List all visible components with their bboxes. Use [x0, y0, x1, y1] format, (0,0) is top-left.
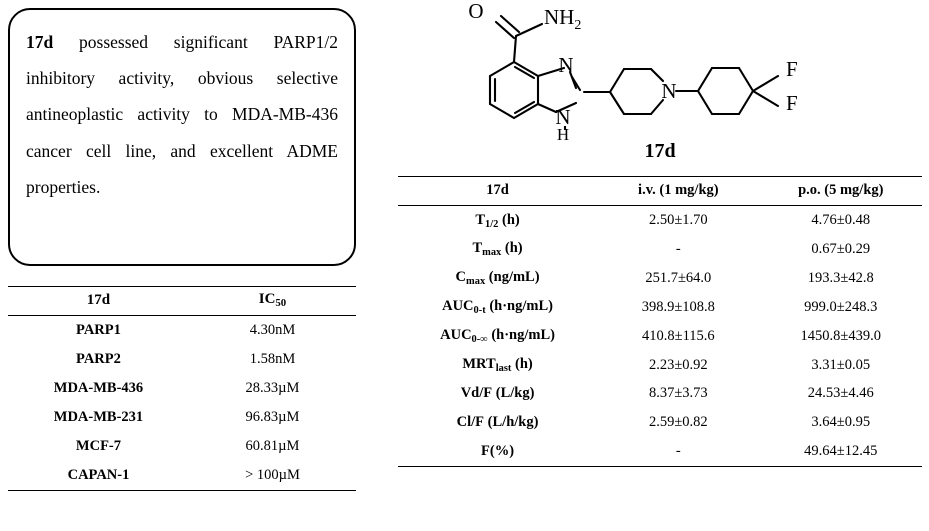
table-row	[8, 461, 356, 491]
pk-parameter	[398, 235, 597, 264]
table-row	[398, 437, 922, 466]
pk-value-iv: 398.9±108.8	[641, 298, 715, 315]
table-row	[398, 408, 922, 437]
left-column	[8, 8, 356, 491]
activity-header-ic50	[189, 287, 356, 316]
pk-value-po: 24.53±4.46	[807, 385, 874, 402]
table-row	[398, 206, 922, 235]
pk-value-po: 999.0±248.3	[804, 298, 878, 315]
activity-table-header-row	[8, 287, 356, 316]
table-row	[398, 235, 922, 264]
table-row	[398, 293, 922, 322]
activity-target: MDA-MB-436	[53, 380, 144, 397]
pk-param-tail: (h)	[501, 240, 523, 257]
activity-value: 96.83µM	[245, 409, 300, 426]
piperidine-n-label: N	[661, 79, 677, 103]
imidazole-nh-n-label: N	[555, 105, 571, 129]
table-row	[398, 322, 922, 351]
fluorine-label-2: F	[786, 91, 798, 115]
activity-target: PARP1	[76, 322, 121, 339]
pk-header-iv: i.v. (1 mg/kg)	[597, 177, 759, 206]
pk-value-po: 3.31±0.05	[811, 356, 871, 373]
activity-target: MDA-MB-231	[53, 409, 144, 426]
pk-value-iv: 2.59±0.82	[648, 414, 708, 431]
pk-value-iv: 410.8±115.6	[641, 327, 715, 344]
pk-value-iv: 2.50±1.70	[648, 211, 708, 228]
activity-value: 60.81µM	[245, 438, 300, 455]
table-row	[398, 380, 922, 409]
activity-header-compound: 17d	[8, 287, 189, 316]
table-row	[8, 374, 356, 403]
table-row	[8, 403, 356, 432]
imidazole-nh-h-label: H	[556, 125, 570, 144]
pk-param-base: AUC	[440, 327, 472, 344]
ic50-subscript: 50	[275, 297, 287, 310]
pk-param-base: MRT	[462, 356, 496, 373]
table-row	[398, 351, 922, 380]
amide-nh2-label: $NH_2$	[544, 5, 582, 33]
pk-param-tail: (L/h/kg)	[484, 413, 539, 430]
pk-param-tail: (h)	[498, 211, 520, 228]
pk-value-po: 193.3±42.8	[807, 269, 874, 286]
pk-value-po: 3.64±0.95	[811, 414, 871, 431]
pk-parameter	[398, 293, 597, 322]
pk-param-base: Vd/F	[460, 385, 493, 402]
pk-param-base: C	[455, 269, 467, 286]
ic50-base: IC	[258, 291, 276, 307]
pk-parameter	[398, 322, 597, 351]
pk-value-po: 1450.8±439.0	[800, 327, 881, 344]
pk-param-sub: 1/2	[485, 218, 499, 230]
activity-value: 1.58nM	[249, 351, 296, 368]
pk-param-base: Cl/F	[456, 413, 485, 430]
pk-param-tail: (ng/mL)	[485, 269, 540, 286]
pk-table-header-row	[398, 177, 922, 206]
pk-param-sub: 0-t	[473, 305, 486, 317]
pharmacokinetics-table	[398, 176, 922, 467]
pk-param-sub: last	[495, 363, 512, 375]
pk-param-sub: 0-∞	[471, 334, 488, 346]
pk-parameter	[398, 351, 597, 380]
table-row	[8, 316, 356, 346]
table-row	[8, 345, 356, 374]
pk-parameter	[398, 264, 597, 293]
pk-value-iv: 8.37±3.73	[648, 385, 708, 402]
table-row	[398, 264, 922, 293]
fluorine-label-1: F	[786, 57, 798, 81]
chemical-structure-area	[398, 0, 922, 162]
summary-compound-name: 17d	[26, 32, 54, 52]
pk-param-tail: (h·ng/mL)	[485, 298, 553, 315]
pk-param-base: T	[472, 240, 483, 257]
carbonyl-oxygen-label: O	[468, 0, 484, 23]
summary-callout-box	[8, 8, 356, 266]
table-row	[8, 432, 356, 461]
imidazole-n-label: N	[558, 53, 574, 77]
pk-parameter	[398, 380, 597, 409]
pk-param-tail: (h)	[511, 356, 533, 373]
pk-value-iv: 251.7±64.0	[645, 269, 712, 286]
structure-caption: 17d	[644, 140, 676, 162]
activity-value: > 100µM	[189, 461, 356, 491]
pk-value-po: 0.67±0.29	[811, 240, 871, 257]
pk-param-tail: (h·ng/mL)	[487, 327, 555, 344]
right-column	[398, 0, 922, 467]
summary-body-text: possessed significant PARP1/2 inhibitory activity, obvious selective antineoplastic activity to MDA-MB-436 cancer cell line, and excellent ADME properties.	[26, 32, 338, 197]
activity-target: MCF-7	[75, 438, 122, 455]
summary-paragraph	[26, 24, 338, 205]
pk-param-base: T	[475, 211, 486, 228]
activity-value: 28.33µM	[245, 380, 300, 397]
pk-value-po: 49.64±12.45	[760, 437, 922, 466]
pk-value-iv: 2.23±0.92	[648, 356, 708, 373]
pk-value-iv: -	[675, 240, 681, 257]
pk-parameter	[398, 437, 597, 466]
activity-value: 4.30nM	[249, 322, 296, 339]
pk-value-po: 4.76±0.48	[811, 211, 871, 228]
pk-param-sub: max	[482, 247, 502, 259]
activity-target: PARP2	[76, 351, 121, 368]
activity-target: CAPAN-1	[8, 461, 189, 491]
pk-parameter	[398, 206, 597, 235]
pk-param-sub: max	[466, 276, 486, 288]
pk-param-base: F(%)	[481, 442, 515, 459]
pk-parameter	[398, 408, 597, 437]
pk-param-tail: (L/kg)	[492, 385, 535, 402]
pk-header-po: p.o. (5 mg/kg)	[760, 177, 922, 206]
pk-value-iv: -	[597, 437, 759, 466]
activity-table	[8, 286, 356, 491]
molecule-structure-diagram	[458, 0, 878, 150]
pk-param-base: AUC	[442, 298, 474, 315]
pk-header-compound: 17d	[398, 177, 597, 206]
